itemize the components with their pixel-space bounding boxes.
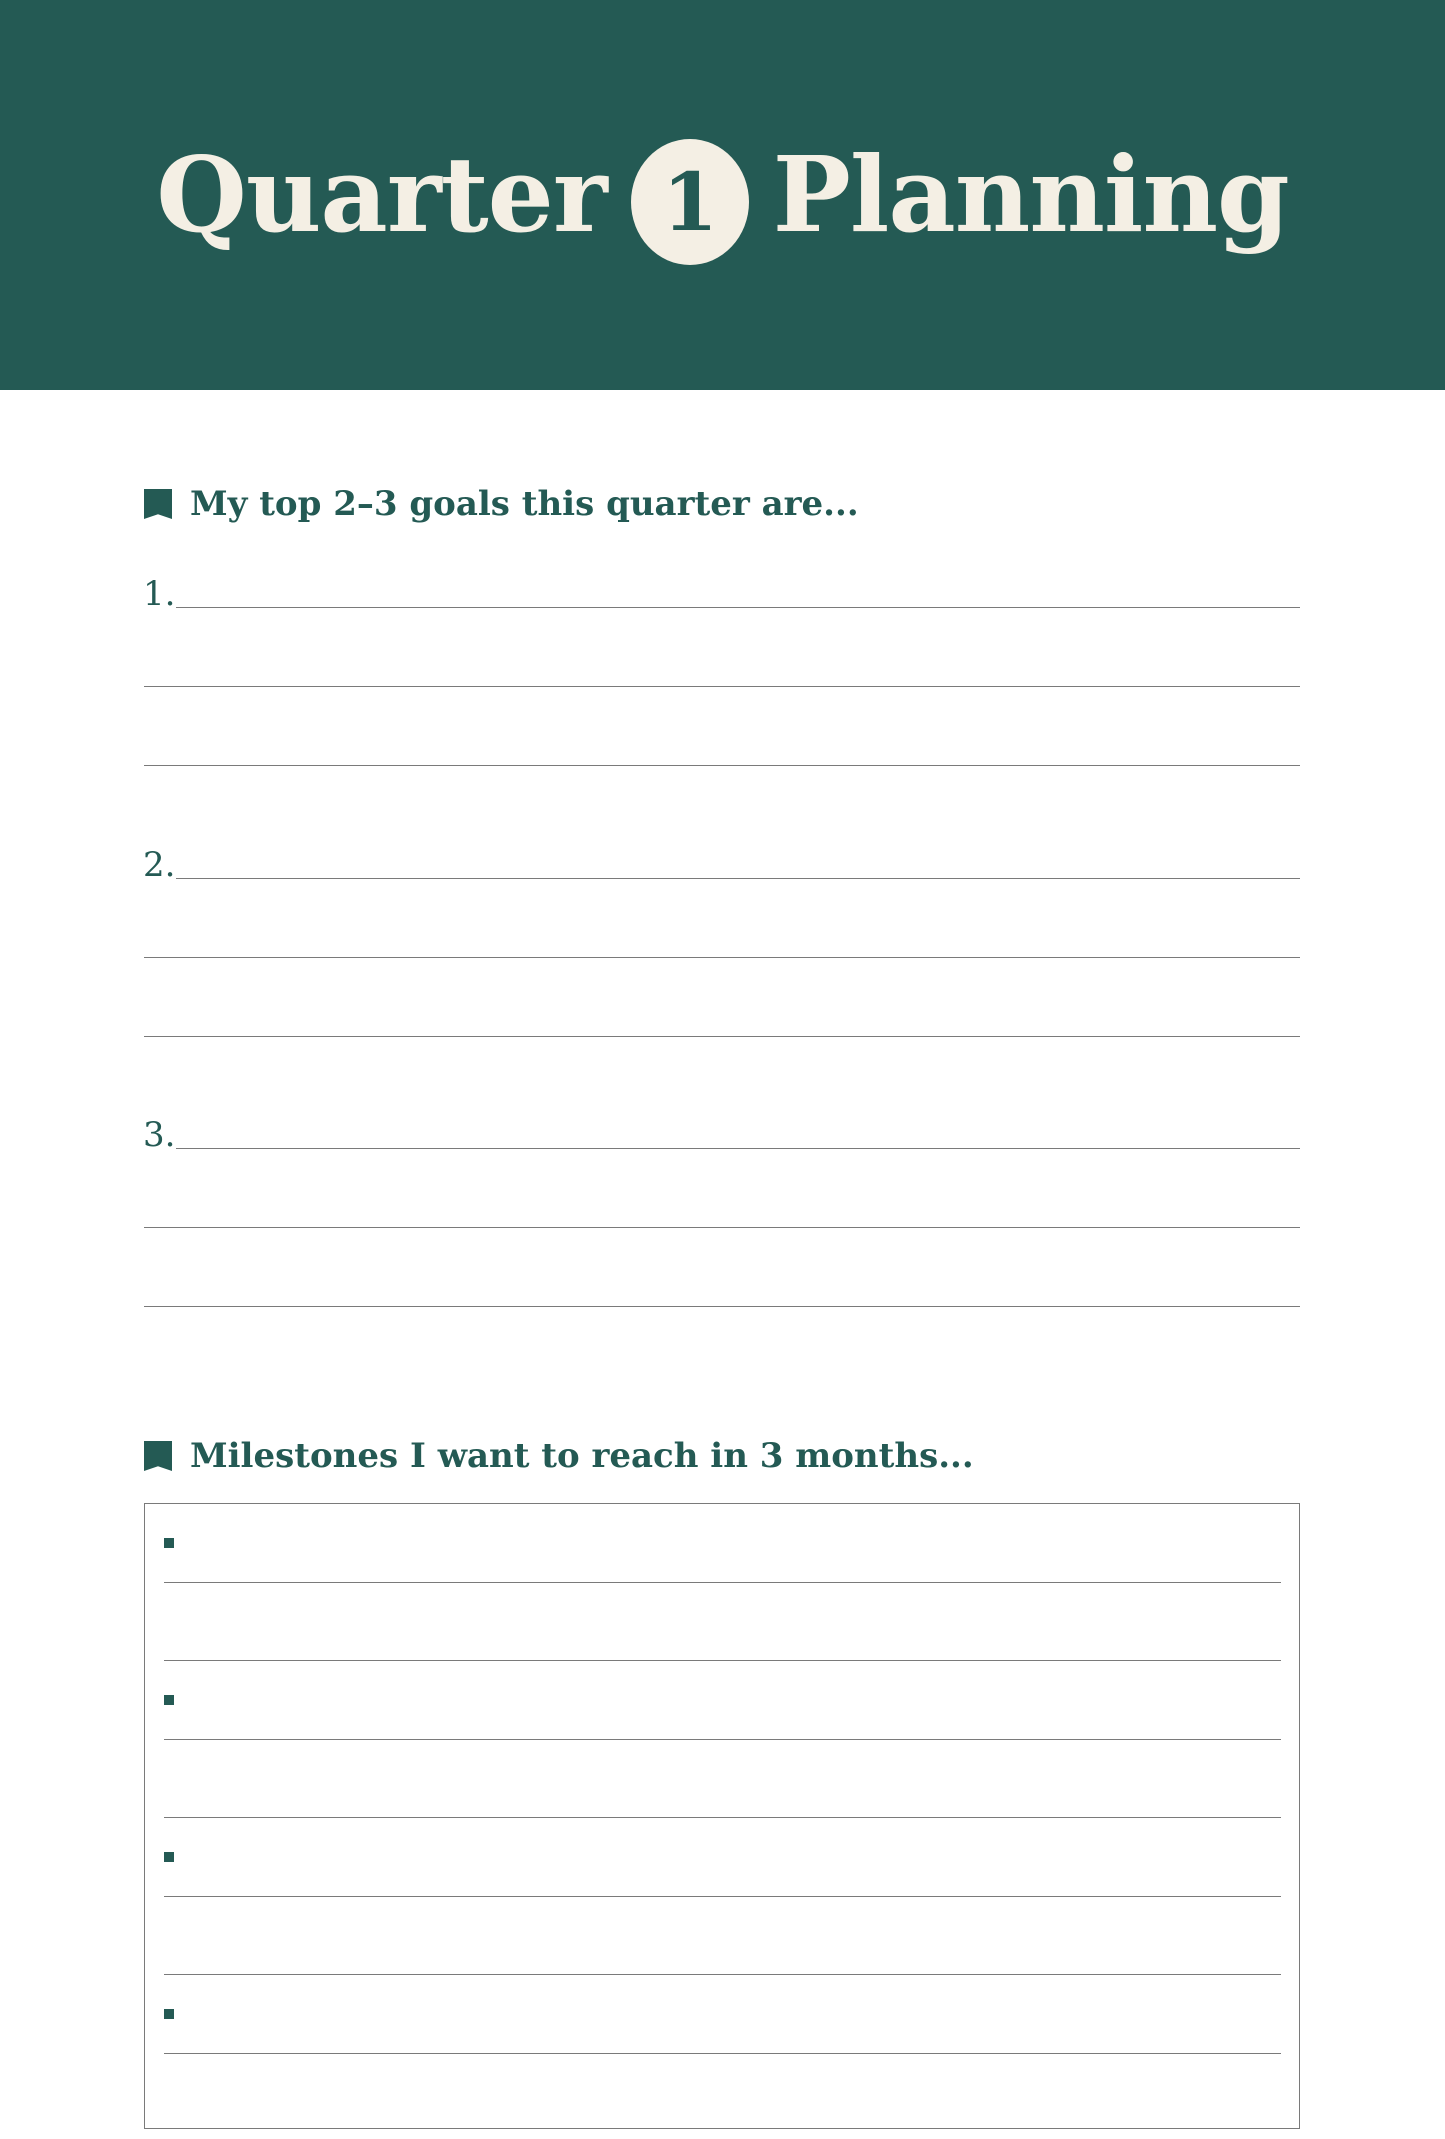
bookmark-icon	[144, 489, 172, 519]
milestone-2-line-1[interactable]	[164, 1739, 1281, 1740]
goal-2-line-1[interactable]	[176, 878, 1300, 879]
bullet-icon	[164, 1852, 174, 1862]
goals-heading	[144, 484, 859, 524]
goal-1-line-1[interactable]	[176, 607, 1300, 608]
title-suffix: Planning	[772, 133, 1289, 256]
title-prefix: Quarter	[156, 133, 607, 256]
bullet-icon	[164, 1695, 174, 1705]
page-title	[0, 0, 1445, 390]
milestones-heading-text: Milestones I want to reach in 3 months...	[190, 1436, 974, 1476]
milestone-4-line-1[interactable]	[164, 2053, 1281, 2054]
milestone-3-line-1[interactable]	[164, 1896, 1281, 1897]
goal-2-line-3[interactable]	[144, 1036, 1300, 1037]
milestone-2-line-2[interactable]	[164, 1817, 1281, 1818]
milestone-1-line-2[interactable]	[164, 1660, 1281, 1661]
goal-number-1: 1.	[143, 574, 176, 614]
milestone-1-line-1[interactable]	[164, 1582, 1281, 1583]
goal-1-line-3[interactable]	[144, 765, 1300, 766]
goal-number-2: 2.	[143, 845, 176, 885]
goal-3-line-3[interactable]	[144, 1306, 1300, 1307]
goal-2-line-2[interactable]	[144, 957, 1300, 958]
milestone-3-line-2[interactable]	[164, 1974, 1281, 1975]
goal-3-line-1[interactable]	[176, 1148, 1300, 1149]
goal-3-line-2[interactable]	[144, 1227, 1300, 1228]
milestones-box	[144, 1503, 1300, 2129]
bullet-icon	[164, 2009, 174, 2019]
goal-1-line-2[interactable]	[144, 686, 1300, 687]
bullet-icon	[164, 1538, 174, 1548]
goals-heading-text: My top 2–3 goals this quarter are...	[190, 484, 859, 524]
quarter-number-badge: 1	[631, 139, 749, 265]
goal-number-3: 3.	[143, 1115, 176, 1155]
milestones-heading	[144, 1436, 974, 1476]
bookmark-icon	[144, 1441, 172, 1471]
